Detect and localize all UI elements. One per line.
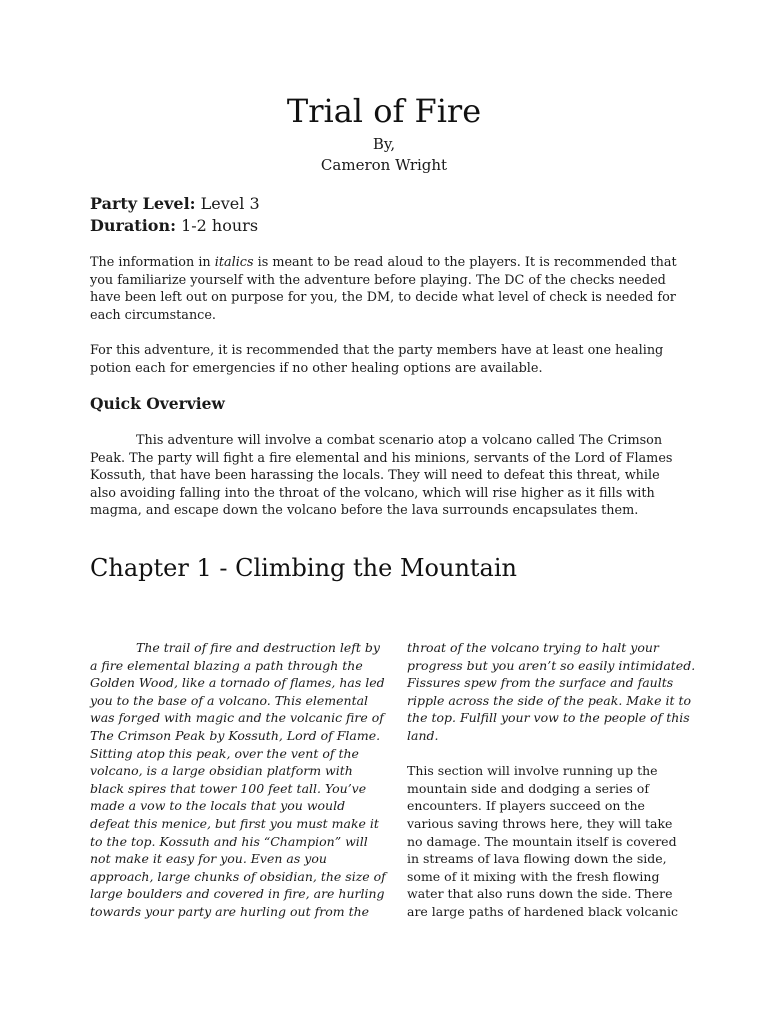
text-line: This section will involve running up the — [407, 763, 658, 779]
text-line: encounters. If players succeed on the — [407, 798, 645, 814]
text-line: in streams of lava flowing down the side, — [407, 851, 667, 867]
read-aloud-continuation — [407, 639, 696, 745]
left-column-read-aloud — [90, 639, 386, 921]
intro-text-end: is meant to be read aloud to the players. It is recommended that you familiarize yourself with the adventure before playing. The DC of the checks needed have been left out on purpose for you, the DM, to decide what level of check is needed for each circumstance. — [90, 255, 677, 323]
text-line: Golden Wood, like a tornado of flames, has led — [90, 675, 385, 691]
text-line: a fire elemental blazing a path through the — [90, 657, 363, 673]
text-line: throat of the volcano trying to halt your — [407, 640, 659, 655]
text-line: defeat this menice, but first you must make it — [90, 815, 379, 831]
adventure-meta — [90, 193, 260, 237]
healing-note-paragraph: For this adventure, it is recommended that the party members have at least one healing potion each for emergencies if no other healing options are available. — [90, 343, 664, 376]
byline-label: By, — [372, 135, 396, 153]
text-line: ripple across the side of the peak. Make it to — [407, 692, 692, 708]
text-line: large boulders and covered in fire, are hurling — [90, 886, 385, 902]
party-level-line — [90, 193, 260, 215]
byline-block — [0, 134, 768, 176]
paragraph-gap — [407, 745, 677, 763]
text-line: some of it mixing with the fresh flowing — [407, 868, 660, 884]
text-line: no damage. The mountain itself is covered — [407, 833, 677, 849]
text-line: are large paths of hardened black volcanic — [407, 903, 679, 919]
text-line: The Crimson Peak by Kossuth, Lord of Flame. — [90, 727, 381, 743]
text-line: not make it easy for you. Even as you — [90, 851, 327, 867]
dm-section-notes — [407, 762, 677, 920]
text-line: towards your party are hurling out from the — [90, 903, 370, 919]
overview-paragraph — [90, 432, 680, 520]
text-line: to the top. Kossuth and his “Champion” will — [90, 833, 368, 849]
duration-line — [90, 215, 260, 237]
text-line: land. — [407, 727, 439, 743]
duration-value: 1-2 hours — [175, 216, 259, 235]
text-line: Fissures spew from the surface and faults — [407, 675, 674, 691]
text-line: black spires that tower 100 feet tall. You’ve — [90, 780, 367, 796]
text-line: you to the base of a volcano. This elemental — [90, 692, 369, 708]
text-line: volcano, is a large obsidian platform with — [90, 763, 353, 779]
intro-text-start: The information in — [90, 255, 215, 270]
text-line: Sitting atop this peak, over the vent of the — [90, 745, 359, 761]
duration-label: Duration: — [90, 216, 176, 235]
text-line: progress but you aren’t so easily intimidated. — [407, 657, 696, 673]
text-line: mountain side and dodging a series of — [407, 780, 649, 796]
text-line-content: The trail of fire and destruction left by — [136, 640, 380, 655]
text-line: various saving throws here, they will take — [407, 815, 673, 831]
text-line: approach, large chunks of obsidian, the size of — [90, 868, 386, 884]
text-line: was forged with magic and the volcanic fire of — [90, 710, 384, 726]
party-level-label: Party Level: — [90, 194, 196, 213]
intro-italic-word: italics — [214, 255, 254, 270]
author-name: Cameron Wright — [320, 156, 448, 174]
text-line: made a vow to the locals that you would — [90, 798, 346, 814]
right-column — [407, 639, 696, 921]
text-line: water that also runs down the side. There — [407, 886, 673, 902]
text-line — [90, 639, 380, 657]
party-level-value: Level 3 — [195, 194, 260, 213]
intro-paragraph — [90, 254, 680, 324]
text-line: the top. Fulfill your vow to the people of this — [407, 710, 690, 726]
overview-heading: Quick Overview — [90, 394, 225, 413]
overview-text: This adventure will involve a combat scenario atop a volcano called The Crimson Peak. The party will fight a fire elemental and his minions, servants of the Lord of Flames Kossuth, that have been harassing the locals. They will need to defeat this threat, while also avoiding falling into the throat of the volcano, which will rise higher as it fills with magma, and escape down the volcano before the lava surrounds encapsulates them. — [90, 433, 673, 519]
document-title: Trial of Fire — [286, 92, 482, 130]
chapter-heading: Chapter 1 - Climbing the Mountain — [90, 554, 517, 582]
